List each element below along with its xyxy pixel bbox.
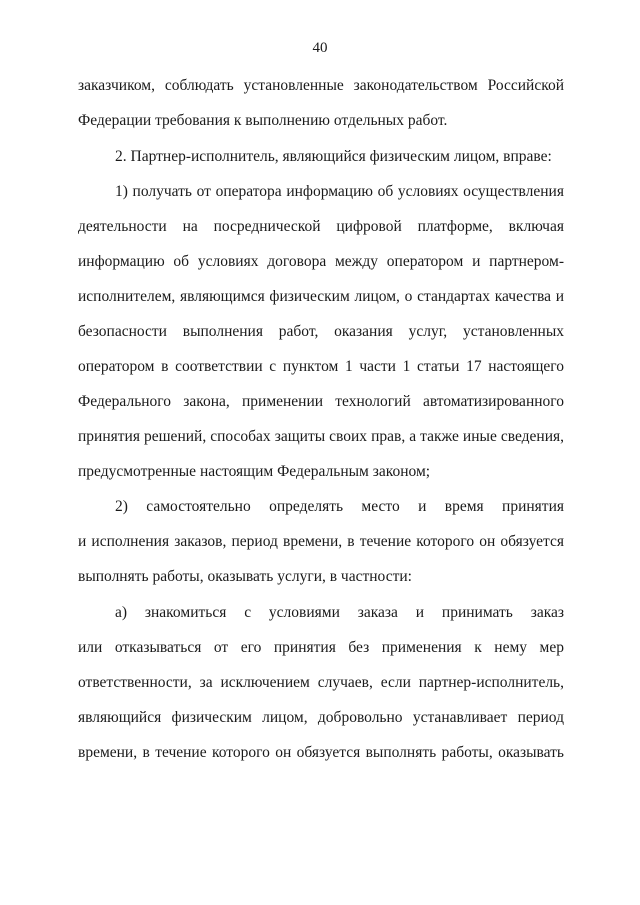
text-line: 2) самостоятельно определять место и время принятия [115,498,564,515]
text-line: ответственности, за исключением случаев, если партнер-исполнитель, [78,674,564,691]
text-line: деятельности на посреднической цифровой платформе, включая [78,218,564,235]
text-line: а) знакомиться с условиями заказа и принимать заказ [115,604,564,621]
text-line: исполнителем, являющимся физическим лицом, о стандартах качества и [78,288,564,305]
text-line: заказчиком, соблюдать установленные законодательством Российской [78,77,564,94]
text-line: оператором в соответствии с пунктом 1 части 1 статьи 17 настоящего [78,358,564,375]
text-line: предусмотренные настоящим Федеральным законом; [78,463,431,480]
text-line: Федерального закона, применении технологий автоматизированного [78,393,564,410]
text-line: времени, в течение которого он обязуется выполнять работы, оказывать [78,744,564,761]
text-line: являющийся физическим лицом, добровольно устанавливает период [78,709,564,726]
page-number: 40 [312,40,328,56]
text-line: информацию об условиях договора между оператором и партнером- [78,253,564,270]
text-line: и исполнения заказов, период времени, в течение которого он обязуется [78,533,564,550]
text-line: или отказываться от его принятия без применения к нему мер [78,639,564,656]
text-line: Федерации требования к выполнению отдельных работ. [78,112,448,129]
text-line: выполнять работы, оказывать услуги, в частности: [78,568,412,585]
text-line: 2. Партнер-исполнитель, являющийся физическим лицом, вправе: [115,148,552,165]
text-line: безопасности выполнения работ, оказания услуг, установленных [78,323,564,340]
text-line: принятия решений, способах защиты своих прав, а также иные сведения, [78,428,564,445]
text-line: 1) получать от оператора информацию об условиях осуществления [115,183,564,200]
